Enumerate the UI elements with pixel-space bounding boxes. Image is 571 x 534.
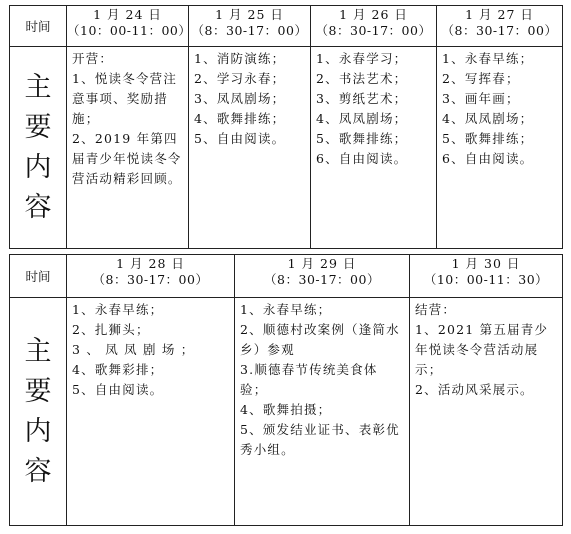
date-label: 1 月 29 日 [287, 256, 357, 271]
time-label: 时间 [10, 6, 67, 47]
activity-line: 5、歌舞排练； [316, 131, 408, 146]
activity-line: 5、颁发结业证书、表彰优秀小组。 [240, 422, 400, 457]
activity-line: 4、凤凤剧场； [442, 111, 534, 126]
time-range: （8：30-17：00） [92, 272, 209, 287]
activity-line: 3、画年画； [442, 91, 520, 106]
activity-line: 3、凤凤剧场； [194, 91, 286, 106]
activity-line: 结营： [415, 302, 457, 317]
activity-line: 5、自由阅读。 [194, 131, 286, 146]
date-header [410, 255, 563, 298]
activity-line: 2、扎狮头； [72, 322, 150, 337]
activity-line: 2、写挥春； [442, 71, 520, 86]
content-row [10, 298, 563, 526]
time-label: 时间 [10, 255, 67, 298]
activity-line: 2、活动风采展示。 [415, 382, 534, 397]
schedule-table-1 [9, 5, 563, 249]
date-header [437, 6, 563, 47]
date-label: 1 月 30 日 [451, 256, 521, 271]
activity-line: 2、书法艺术； [316, 71, 408, 86]
time-range: （8：30-17：00） [191, 23, 308, 38]
header-row [10, 255, 563, 298]
date-label: 1 月 28 日 [116, 256, 185, 271]
date-header [235, 255, 410, 298]
activity-cell [311, 47, 437, 249]
activity-line: 2、学习永春； [194, 71, 286, 86]
time-range: （8：30-17：00） [264, 272, 380, 287]
date-label: 1 月 24 日 [93, 7, 162, 22]
activity-line: 4、歌舞排练； [194, 111, 286, 126]
date-header [311, 6, 437, 47]
activity-line: 6、自由阅读。 [316, 151, 408, 166]
header-row [10, 6, 563, 47]
main-content-label: 主 要 内 容 [10, 298, 67, 526]
activity-line: 1、永春早练； [72, 302, 164, 317]
activity-line: 1、2021 第五届青少年悦读冬令营活动展示； [415, 322, 549, 377]
activity-line: 1、悦读冬令营注意事项、奖励措施； [72, 71, 178, 126]
activity-cell [410, 298, 563, 526]
time-range: （10：00-11：00） [67, 23, 192, 38]
activity-line: 开营： [72, 51, 114, 66]
activity-line: 3、剪纸艺术； [316, 91, 408, 106]
date-header [189, 6, 311, 47]
date-header [67, 6, 192, 47]
activity-line: 2、顺德村改案例（逢简水乡）参观 [240, 322, 400, 357]
activity-line: 4、凤凤剧场； [316, 111, 408, 126]
time-range: （8：30-17：00） [441, 23, 558, 38]
activity-line: 5、自由阅读。 [72, 382, 164, 397]
activity-cell [67, 298, 235, 526]
activity-cell [67, 47, 189, 249]
activity-line: 1、永春学习； [316, 51, 408, 66]
date-label: 1 月 25 日 [215, 7, 284, 22]
activity-cell [235, 298, 410, 526]
activity-cell [189, 47, 311, 249]
activity-line: 1、消防演练； [194, 51, 286, 66]
date-header [67, 255, 235, 298]
time-range: （10：00-11：30） [423, 272, 549, 287]
date-label: 1 月 26 日 [339, 7, 408, 22]
schedule-table-2 [9, 254, 563, 526]
time-range: （8：30-17：00） [315, 23, 432, 38]
activity-line: 3.顺德春节传统美食体验； [240, 362, 378, 397]
content-row [10, 47, 563, 249]
activity-line: 2、2019 年第四届青少年悦读冬令营活动精彩回顾。 [72, 131, 182, 186]
activity-cell [437, 47, 563, 249]
activity-line: 3 、 凤 凤 剧 场 ； [72, 342, 195, 357]
main-content-label: 主 要 内 容 [10, 47, 67, 249]
activity-line: 4、歌舞彩排； [72, 362, 164, 377]
activity-line: 1、永春早练； [240, 302, 332, 317]
date-label: 1 月 27 日 [465, 7, 534, 22]
activity-line: 4、歌舞拍摄； [240, 402, 332, 417]
activity-line: 6、自由阅读。 [442, 151, 534, 166]
activity-line: 5、歌舞排练； [442, 131, 534, 146]
activity-line: 1、永春早练； [442, 51, 534, 66]
